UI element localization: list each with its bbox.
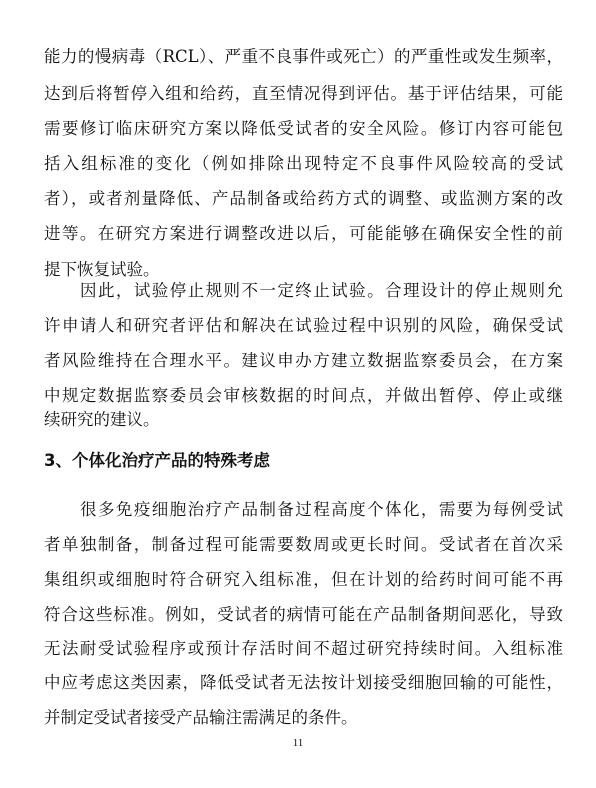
text-line: 者单独制备，制备过程可能需要数周或更长时间。受试者在首次采 (44, 535, 563, 554)
text-line: 能力的慢病毒（RCL）、严重不良事件或死亡）的严重性或发生频率， (44, 47, 563, 66)
section-heading: 3、个体化治疗产品的特殊考虑 (44, 451, 270, 470)
text-line: 中应考虑这类因素，降低受试者无法按计划接受细胞回输的可能性， (44, 673, 563, 692)
text-line: 因此，试验停止规则不一定终止试验。合理设计的停止规则允 (80, 281, 563, 300)
text-line: 括入组标准的变化（例如排除出现特定不良事件风险较高的受试 (44, 154, 563, 173)
text-line: 许申请人和研究者评估和解决在试验过程中识别的风险，确保受试 (44, 316, 563, 335)
text-line: 进等。在研究方案进行调整改进以后，可能能够在确保安全性的前 (44, 224, 563, 243)
text-line: 无法耐受试验程序或预计存活时间不超过研究持续时间。入组标准 (44, 639, 563, 658)
text-line: 提下恢复试验。 (44, 260, 160, 279)
text-line: 需要修订临床研究方案以降低受试者的安全风险。修订内容可能包 (44, 119, 563, 138)
text-line: 集组织或细胞时符合研究入组标准，但在计划的给药时间可能不再 (44, 570, 563, 589)
text-line: 续研究的建议。 (44, 410, 160, 429)
text-line: 中规定数据监察委员会审核数据的时间点，并做出暂停、停止或继 (44, 386, 563, 405)
text-line: 很多免疫细胞治疗产品制备过程高度个体化，需要为每例受试 (80, 500, 563, 519)
text-line: 者），或者剂量降低、产品制备或给药方式的调整、或监测方案的改 (44, 189, 563, 208)
text-line: 达到后将暂停入组和给药，直至情况得到评估。基于评估结果，可能 (44, 84, 563, 103)
text-line: 并制定受试者接受产品输注需满足的条件。 (44, 708, 358, 727)
text-line: 符合这些标准。例如，受试者的病情可能在产品制备期间恶化，导致 (44, 605, 563, 624)
text-line: 者风险维持在合理水平。建议申办方建立数据监察委员会，在方案 (44, 351, 563, 370)
page-number: 11 (292, 737, 304, 749)
